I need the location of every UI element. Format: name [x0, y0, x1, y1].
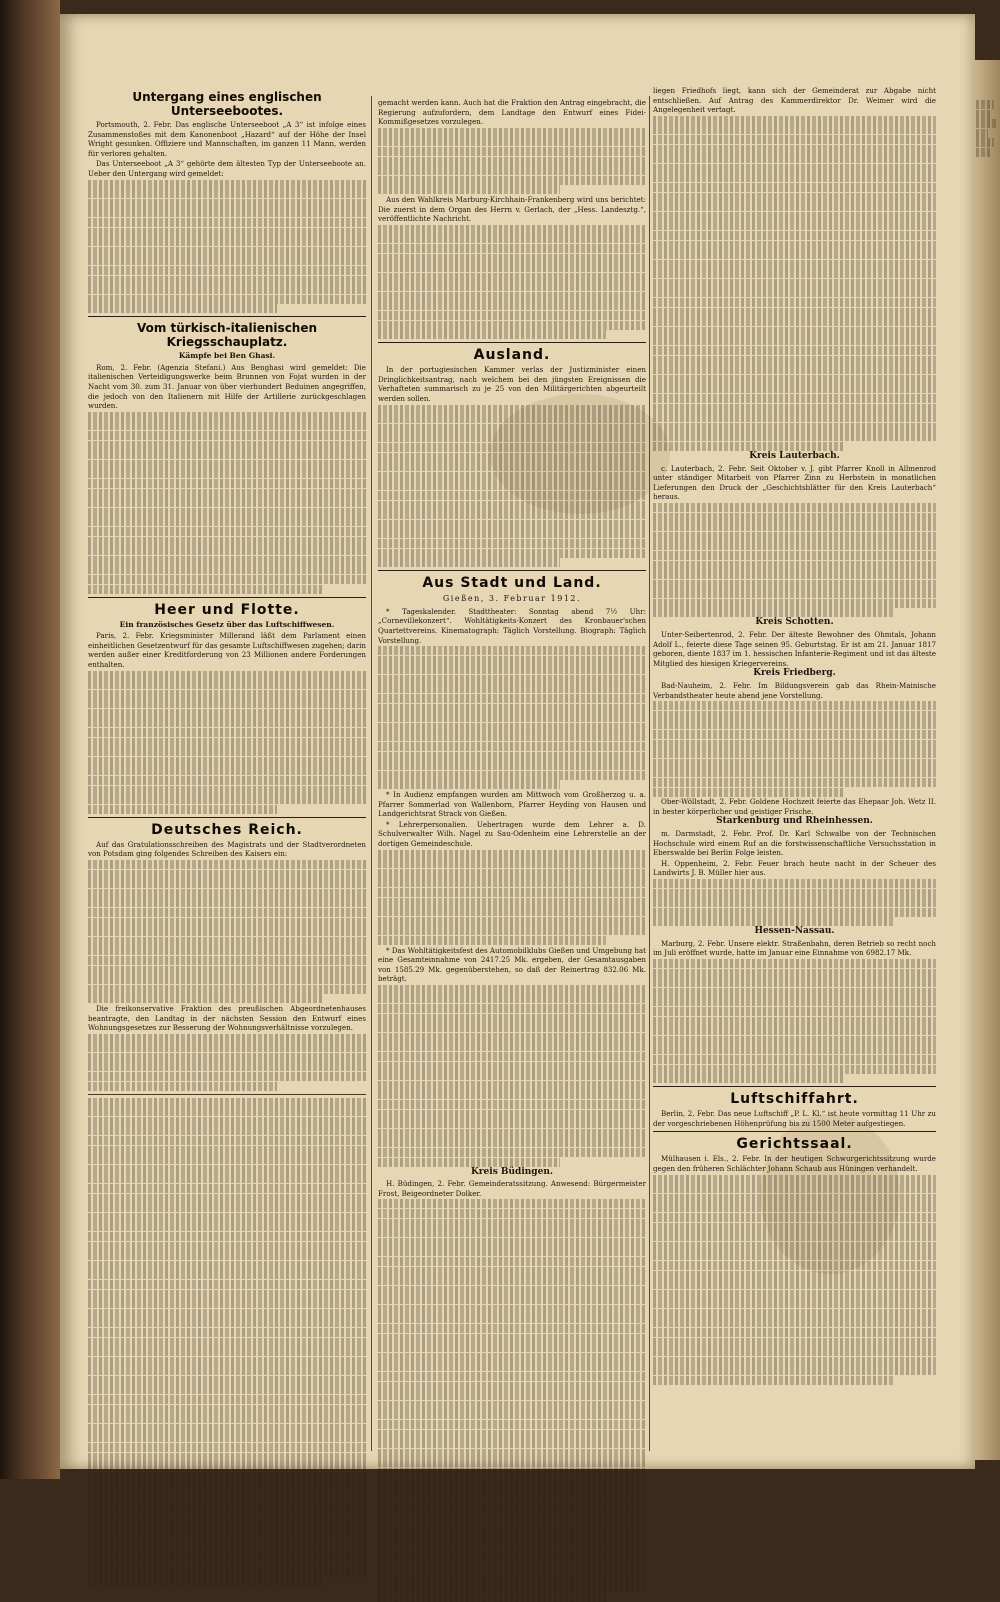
article-text: Aus den Wahlkreis Marburg-Kirchhain-Frankenberg wird uns berichtet: Die zuerst in dem Organ des Herrn v. Gerlach, der „Hess. Landesztg.“, veröffentlichte Nachricht. [378, 194, 646, 224]
article-text: * Tageskalender. Stadttheater: Sonntag abend 7½ Uhr: „Cornevillekonzert“. Wohltätigkeits-Konzert des Kronbauer'schen Quartettvereins. Kinematograph: Täglich Vorstellung. Biograph: Täglich Vorstellung. [378, 606, 646, 645]
article-text: Bad-Nauheim, 2. Febr. Im Bildungsverein gab das Rhein-Mainische Verbandstheater heute abend jene Vorstellung. [653, 681, 936, 700]
article-text: H. Oppenheim, 2. Febr. Feuer brach heute nacht in der Scheuer des Landwirts J. B. Müller hier aus. [653, 858, 936, 878]
article-text: c. Lauterbach, 2. Febr. Seit Oktober v. J. gibt Pfarrer Knoll in Allmenrod unter ständiger Mitarbeit von Pfarrer Zinn zu Herbstein in monatlichen Lieferungen den Druck der „Geschichtsblätter für den Kreis Lauterbach“ heraus. [653, 463, 936, 502]
subheadline-war: Kämpfe bei Ben Ghasi. [178, 351, 276, 361]
article-text: Mülhausen i. Els., 2. Febr. In der heutigen Schwurgerichtssitzung wurde gegen den früheren Schlächter Johann Schaub aus Hüningen verhandelt. [653, 1154, 936, 1173]
article-text: liegen Friedhofs liegt, kann sich der Gemeinderat zur Abgabe nicht entschließen. Auf Antrag des Kammerdirektor Dr. Weimer wird die Angelegenheit vertagt. [653, 86, 936, 115]
headline-war: Vom türkisch-italienischen Kriegsschauplatz. [136, 321, 318, 350]
article-text: Portsmouth, 2. Febr. Das englische Unterseeboot „A 3“ ist infolge eines Zusammenstoßes mit dem Kanonenboot „Hazard“ auf der Höhe der Insel Wright gesunken. Offiziere und Mannschaften, im ganzen 11 Mann, werden für verloren gehalten. [88, 120, 366, 158]
article-text: Rom, 2. Febr. (Agenzia Stefani.) Aus Benghasi wird gemeldet: Die italienischen Verteidigungswerke beim Brunnen von Fojat wurden in der Nacht vom 30. zum 31. Januar von über vierhundert Beduinen angegriffen, die jedoch von den Italienern mit Hilfe der Artillerie zurückgeschlagen wurden. [88, 362, 366, 411]
section-kreis-schotten: Kreis Schotten. [755, 617, 834, 628]
article-text: In der portugiesischen Kammer verlas der Justizminister einen Dringlichkeitsantrag, nach welchem bei den jüngsten Ereignissen die Verhafteten summarisch zu je 25 von den Militärgerichten abgeurteilt werden sollen. [378, 365, 646, 404]
section-rule [88, 817, 366, 818]
article-text: Auf das Gratulationsschreiben des Magistrats und der Stadtverordneten von Potsdam ging folgendes Schreiben des Kaisers ein: [88, 839, 366, 859]
article-text: Unter-Seibertenrod, 2. Febr. Der älteste Bewohner des Ohmtals, Johann Adolf L., feierte diese Tage seinen 95. Geburtstag. Er ist am 21. Januar 1817 geboren, diente 1837 im 1. hessischen Infanterie-Regiment und ist das älteste Mitglied des hiesigen Kriegervereins. [653, 630, 936, 668]
section-rule [88, 597, 366, 598]
column-right [653, 86, 936, 1386]
article-text: Marburg, 2. Febr. Unsere elektr. Straßenbahn, deren Betrieb so recht noch im Juli eröffnet wurde, hatte im Januar eine Einnahme von 6982.17 Mk. [653, 938, 936, 958]
section-rule [653, 1086, 936, 1087]
section-kreis-lauterbach: Kreis Lauterbach. [749, 450, 840, 461]
article-text: * In Audienz empfangen wurden am Mittwoch vom Großherzog u. a. Pfarrer Sommerlad von Wallenborn, Pfarrer Heyding von Hausen und Landgerichtsrat Strack von Gießen. [378, 790, 646, 819]
section-rule [378, 570, 646, 571]
book-binding [0, 0, 60, 1479]
article-text: Die freikonservative Fraktion des preußischen Abgeordnetenhauses beantragte, den Landtag in der nächsten Session den Entwurf eines Wohnungsgesetzes zur Besserung der Wohnungsverhältnisse vorzulegen. [88, 1003, 366, 1033]
section-rule [88, 1094, 366, 1095]
headline-reich: Deutsches Reich. [151, 821, 303, 838]
headline-gericht: Gerichtssaal. [736, 1136, 853, 1153]
article-text: * Das Wohltätigkeitsfest des Automobilklubs Gießen und Umgebung hat eine Gesamteinnahme von 2417.25 Mk. ergeben, der Gesamtausgaben von 1585.29 Mk. gegenüberstehen, so daß der Reinertrag 832.06 Mk. beträgt. [378, 945, 646, 984]
headline-luft: Luftschiffahrt. [730, 1091, 859, 1108]
headline-ausland: Ausland. [473, 347, 551, 364]
section-kreis-buedingen: Kreis Büdingen. [470, 1166, 553, 1177]
article-text: gemacht werden kann. Auch hat die Fraktion den Antrag eingebracht, die Regierung aufzufordern, dem Landtage den Entwurf eines Fidei-Kommißgesetzes vorzulegen. [378, 98, 646, 127]
article-text: Ober-Wöllstadt, 2. Febr. Goldene Hochzeit feierte das Ehepaar Joh. Wetz II. in bester körperlicher und geistiger Frische. [653, 797, 936, 816]
article-text: Paris, 2. Febr. Kriegsminister Millerand läßt dem Parlament einen einheitlichen Gesetzentwurf für das gesamte Luftschiffwesen zugehen; darin werden außer einer Kreditforderung von 23 Millionen andere Forderungen enthalten. [88, 631, 366, 669]
headline-army: Heer und Flotte. [154, 601, 300, 618]
section-starkenburg: Starkenburg und Rheinhessen. [716, 816, 873, 827]
column-rule [649, 96, 650, 1451]
article-text: m. Darmstadt, 2. Febr. Prof. Dr. Karl Schwalbe von der Technischen Hochschule wird einem Ruf an die forstwissenschaftliche Versuchsstation in Eberswalde bei Berlin Folge leisten. [653, 828, 936, 858]
column-middle [378, 98, 646, 1602]
headline-stadt-land: Aus Stadt und Land. [422, 575, 602, 592]
section-rule [378, 342, 646, 343]
article-text: Das Unterseeboot „A 3“ gehörte dem ältesten Typ der Unterseeboote an. Ueber den Untergang wird gemeldet: [88, 159, 366, 178]
next-page-edge [975, 60, 1000, 1460]
headline-submarine: Untergang eines englischen Unterseebootes. [132, 90, 322, 118]
section-hessen-nassau: Hessen-Nassau. [754, 926, 835, 937]
dateline: Gießen, 3. Februar 1912. [442, 594, 582, 604]
section-rule [88, 316, 366, 317]
section-rule [653, 1131, 936, 1132]
column-rule [371, 96, 372, 1451]
subheadline-army: Ein französisches Gesetz über das Luftschiffwesen. [119, 619, 335, 629]
section-kreis-friedberg: Kreis Friedberg. [753, 668, 836, 679]
article-text: * Lehrerpersonalien. Uebertragen wurde dem Lehrer a. D. Schulverwalter Wilh. Nagel zu Sau-Odenheim eine Lehrerstelle an der dortigen Gemeindeschule. [378, 819, 646, 848]
article-text: H. Büdingen, 2. Febr. Gemeinderatssitzung. Anwesend: Bürgermeister Frost, Beigeordneter Dolker. [378, 1179, 646, 1198]
column-left [88, 86, 366, 1587]
article-text: Berlin, 2. Febr. Das neue Luftschiff „P. L. Kl.“ ist heute vormittag 11 Uhr zu der vorgeschriebenen Höhenprüfung bis zu 1500 Meter aufgestiegen. [653, 1109, 936, 1128]
